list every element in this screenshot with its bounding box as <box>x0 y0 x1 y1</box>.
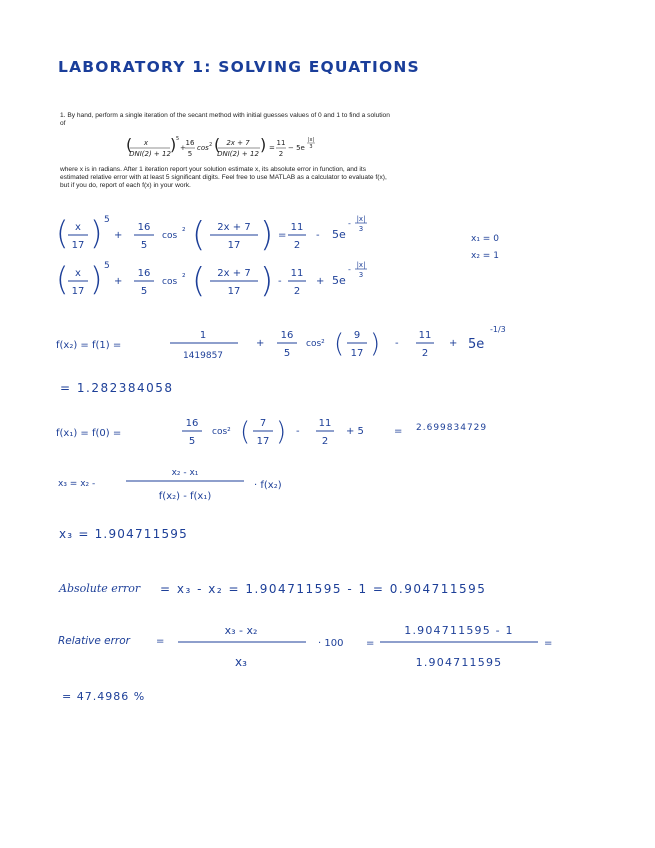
fx2-16: 16 <box>280 330 294 341</box>
eq1-exp-den: 3 <box>358 225 364 233</box>
svg-text:): ) <box>370 329 381 359</box>
eq1-x: x <box>75 222 81 233</box>
fx2-lhs: f(x₂) = f(1) = <box>56 340 122 351</box>
eq1-2: 2 <box>293 240 301 251</box>
eq2-cos2: ² <box>182 273 186 283</box>
eq-rhs-minus: − 5e <box>288 144 305 152</box>
fx1-2: 2 <box>321 436 329 447</box>
eq-cos-exp: 2 <box>209 142 213 148</box>
eq-rhs-exp-num: |x| <box>307 137 315 143</box>
x2-guess: x₂ = 1 <box>471 251 499 261</box>
eq-term1-den: DNI(2) + 12 <box>129 150 171 158</box>
eq-rhs-den: 2 <box>278 150 284 158</box>
eq1-17: 17 <box>71 240 85 251</box>
fx2-11: 11 <box>418 330 432 341</box>
printed-equation <box>118 132 418 164</box>
eq2-exp-minus: - <box>348 265 351 274</box>
handwritten-eq2 <box>50 256 470 308</box>
eq-term1-num: x <box>143 139 149 147</box>
svg-text:(: ( <box>334 329 345 359</box>
eq1-arg-num: 2x + 7 <box>217 222 251 233</box>
fx2-2: 2 <box>421 348 429 359</box>
eq-coef-den: 5 <box>187 150 193 158</box>
fx2-5: 5 <box>283 348 291 359</box>
eq2-17: 17 <box>71 286 85 297</box>
fx1-value: 2.699834729 <box>416 423 488 433</box>
fx2-one: 1 <box>199 330 207 341</box>
fx1-equals: = <box>394 426 403 437</box>
relative-error-eq: = <box>156 636 165 647</box>
x3-formula-den: f(x₂) - f(x₁) <box>158 491 212 502</box>
fx1-minus: - <box>296 426 300 437</box>
eq-coef-num: 16 <box>185 139 195 147</box>
svg-text:): ) <box>276 417 287 447</box>
fx1-cos: cos² <box>212 427 231 437</box>
eq1-16: 16 <box>137 222 151 233</box>
fx1-11: 11 <box>318 418 332 429</box>
handwritten-fx2 <box>50 318 610 368</box>
fx2-minus: - <box>395 338 399 349</box>
eq2-arg-den: 17 <box>227 286 241 297</box>
eq1-plus: + <box>114 230 123 241</box>
relative-error-num2: 1.904711595 - 1 <box>404 624 514 637</box>
eq2-arg-num: 2x + 7 <box>217 268 251 279</box>
eq-rhs-num: 11 <box>276 139 286 147</box>
eq2-plus: + <box>114 276 123 287</box>
fx2-den: 1419857 <box>182 351 224 361</box>
eq2-cos: cos <box>162 277 178 287</box>
eq1-exp-minus: - <box>348 219 351 228</box>
relative-error-eq3: = <box>544 638 553 649</box>
relative-error-den2: 1.904711595 <box>415 656 503 669</box>
fx1-arg-num: 7 <box>259 418 267 429</box>
eq2-16: 16 <box>137 268 151 279</box>
eq-term2-den: DNI(2) + 12 <box>217 150 259 158</box>
eq2-plus2: + <box>316 276 325 287</box>
problem-instructions: where x is in radians. After 1 iteration report your solution estimate x, its absolute error in function, and its estimated relative error with at least 5 significant digits. Feel free to use MATLAB as a calculator to evaluate f(x), but if you do, report of each f(x) in your work. <box>60 166 387 190</box>
eq2-11: 11 <box>290 268 304 279</box>
eq2-x: x <box>75 268 81 279</box>
svg-text:): ) <box>260 135 267 154</box>
eq-cos: cos <box>197 144 209 152</box>
eq1-11: 11 <box>290 222 304 233</box>
svg-text:): ) <box>260 215 274 255</box>
eq1-minus: - <box>316 230 320 241</box>
eq-plus: + <box>180 144 186 152</box>
eq1-arg-den: 17 <box>227 240 241 251</box>
problem-statement: 1. By hand, perform a single iteration of the secant method with initial guesses values of 0 and 1 to find a solution of <box>60 112 390 128</box>
eq2-2: 2 <box>293 286 301 297</box>
fx2-exp: -1/3 <box>490 325 506 334</box>
svg-text:): ) <box>90 260 103 298</box>
eq2-exp-den: 3 <box>358 271 364 279</box>
eq2-5e: 5e <box>332 274 346 287</box>
relative-error-label: Relative error <box>58 635 130 647</box>
eq-equals: = <box>269 144 275 152</box>
eq-rhs-exp-den: 3 <box>309 144 313 150</box>
svg-text:(: ( <box>126 135 133 154</box>
absolute-error-label: Absolute error <box>59 582 141 595</box>
eq1-5e: 5e <box>332 228 346 241</box>
handwritten-relative-error <box>56 614 616 674</box>
svg-text:): ) <box>90 214 103 252</box>
svg-text:(: ( <box>56 260 69 298</box>
x3-formula-num: x₂ - x₁ <box>171 468 199 478</box>
relative-error-num: x₃ - x₂ <box>224 624 258 637</box>
eq-term2-num: 2x + 7 <box>226 139 250 147</box>
page-title: LABORATORY 1: SOLVING EQUATIONS <box>58 58 420 76</box>
relative-error-den: x₃ <box>235 655 247 669</box>
fx2-arg-den: 17 <box>350 348 364 359</box>
svg-text:(: ( <box>56 214 69 252</box>
fx1-5: 5 <box>188 436 196 447</box>
eq2-5: 5 <box>140 286 148 297</box>
absolute-error-expr: = x₃ - x₂ = 1.904711595 - 1 = 0.904711595 <box>160 582 487 596</box>
fx1-arg-den: 17 <box>256 436 270 447</box>
fx2-value: = 1.282384058 <box>60 381 174 395</box>
svg-text:(: ( <box>240 417 251 447</box>
fx2-5e: 5e <box>468 337 485 352</box>
handwritten-fx1 <box>50 408 610 456</box>
relative-error-value: = 47.4986 % <box>62 690 146 703</box>
relative-error-times: · 100 <box>318 638 344 649</box>
svg-text:): ) <box>170 135 177 154</box>
relative-error-eq2: = <box>366 638 375 649</box>
x3-value: x₃ = 1.904711595 <box>59 527 188 541</box>
eq1-exp-num: |x| <box>356 215 366 223</box>
handwritten-x3-formula <box>50 462 410 510</box>
x3-formula-tail: · f(x₂) <box>254 480 282 491</box>
fx2-plus: + <box>256 338 265 349</box>
eq1-5: 5 <box>140 240 148 251</box>
svg-text:(: ( <box>214 135 221 154</box>
fx2-plus2: + <box>449 338 458 349</box>
fx2-arg-num: 9 <box>353 330 361 341</box>
fx1-16: 16 <box>185 418 199 429</box>
eq1-cos2: ² <box>182 227 186 237</box>
eq-term1-exp: 5 <box>176 136 180 142</box>
eq1-equals: = <box>278 230 287 241</box>
eq2-exp5: 5 <box>104 261 110 271</box>
eq1-exp5: 5 <box>104 215 110 225</box>
fx2-cos: cos² <box>306 339 325 349</box>
x1-guess: x₁ = 0 <box>471 234 499 244</box>
eq2-exp-num: |x| <box>356 261 366 269</box>
svg-text:): ) <box>260 261 274 301</box>
fx1-plus: + 5 <box>346 426 364 437</box>
svg-text:(: ( <box>192 215 206 255</box>
eq1-cos: cos <box>162 231 178 241</box>
x3-formula-lhs: x₃ = x₂ - <box>58 479 96 489</box>
svg-text:(: ( <box>192 261 206 301</box>
eq2-minus: - <box>278 276 282 287</box>
handwritten-eq1 <box>50 210 610 262</box>
fx1-lhs: f(x₁) = f(0) = <box>56 428 122 439</box>
